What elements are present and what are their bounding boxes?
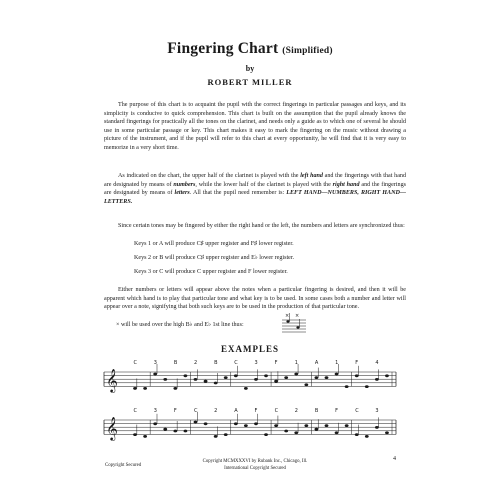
key-row-2: Keys 2 or B will produce C♯ upper register and E♭ lower register. [134, 255, 295, 261]
note-head [304, 424, 308, 427]
footnote-text: × will be used over the high B♭ and E♭ 1st line thus: [116, 322, 244, 328]
fingering-label: 2 [294, 408, 298, 414]
note-head [234, 374, 238, 377]
note-head [214, 382, 218, 385]
fingering-label: B [173, 360, 178, 366]
note-head [315, 428, 319, 431]
p2-text-g: and the fingerings are designated by means of [104, 181, 406, 196]
fingering-label: F [355, 360, 359, 366]
note-head [244, 424, 248, 427]
p2-left-hand: left hand [300, 173, 323, 179]
note-head [153, 422, 157, 425]
note-head [244, 387, 248, 390]
note-head [274, 424, 278, 427]
byline: by [245, 64, 255, 73]
treble-clef-icon: 𝄞 [106, 368, 118, 392]
note-head [274, 380, 278, 383]
note-head [325, 376, 329, 379]
note-head [224, 433, 228, 436]
svg-text:×: × [285, 313, 290, 319]
fingering-label: F [335, 408, 338, 414]
note-head [335, 431, 339, 434]
key-row-3: Keys 3 or C will produce C upper register and F lower register. [134, 269, 288, 275]
fingering-label: A [234, 408, 238, 414]
paragraph-notation: Either numbers or letters will appear above the notes when a particular fingering is desired, and then it will be apparent which hand is to play that particular tone and what key is to be used. In some cases both a number and letter will appear over a note, signifying that both such keys are to be used in the production of that particular tone. [104, 287, 406, 310]
page-number: 4 [393, 456, 396, 462]
fingering-label: 1 [335, 360, 339, 366]
fingering-label: 2 [214, 408, 218, 414]
fingering-label: C [133, 408, 138, 414]
p2-text-i: . All that the pupil need remember is: [189, 190, 287, 196]
note-head [264, 374, 268, 377]
note-head [204, 422, 208, 425]
note-head [214, 435, 218, 438]
p2-text-a: As indicated on the chart, the upper half of the clarinet is played with the [118, 173, 301, 179]
copyright-line-1: Copyright MCMXXXVI by Rubank Inc., Chicago, Ill. [202, 459, 308, 464]
note-head [345, 385, 349, 388]
fingering-label: 3 [375, 408, 379, 414]
note-head [153, 373, 157, 376]
fingering-label: B [214, 360, 218, 366]
note-head [143, 387, 147, 390]
svg-text:×: × [295, 313, 300, 319]
example-staff-2 [100, 404, 400, 448]
title-sub: (Simplified) [282, 46, 333, 56]
p2-letters: letters [174, 190, 190, 196]
note-head [234, 422, 238, 425]
note-head [163, 428, 167, 431]
copyright-notice [160, 458, 350, 472]
note-head [315, 376, 319, 379]
note-head [304, 383, 308, 386]
note-head [375, 378, 379, 381]
fingering-label: 3 [153, 408, 157, 414]
fingering-label: C [355, 408, 359, 414]
copyright-line-2: International Copyright Secured [224, 466, 286, 471]
fingering-label: F [173, 408, 177, 414]
title-main: Fingering Chart [167, 40, 279, 57]
note-head [355, 433, 359, 436]
page-title [0, 40, 500, 58]
note-head [143, 435, 147, 438]
copyright-secured: Copyright Secured [105, 463, 142, 468]
note-head [264, 433, 268, 436]
fingering-label: C [133, 360, 138, 366]
note-head [254, 378, 258, 381]
note-head [365, 435, 369, 438]
fingering-label: B [314, 408, 319, 414]
note-head [294, 431, 298, 434]
note-head [355, 374, 359, 377]
fingering-label: 4 [375, 360, 379, 366]
fingering-label: C [274, 408, 279, 414]
note-head [163, 378, 167, 381]
note-head [284, 376, 288, 379]
note-head [294, 373, 298, 376]
paragraph-purpose: The purpose of this chart is to acquaint the pupil with the correct fingerings in particular passages and keys, and its simplicity is conducive to quick comprehension. This chart is built on the assumption that the pupil already knows the standard fingerings for practically all the tones on the clarinet, and needs only a guide as to which one of several he should use in some particular passage or key. This chart makes it easy to mark the fingering on the music without drawing a picture of the instrument, and if the pupil will refer to this chart at every opportunity, he will find that it is very easy to memorize in a very short time. [104, 102, 406, 151]
note-head [335, 373, 339, 376]
fingering-label: 2 [194, 360, 198, 366]
note-head [365, 385, 369, 388]
note-head [345, 424, 349, 427]
fingering-label: F [274, 360, 278, 366]
note-head [325, 424, 329, 427]
treble-clef-icon: 𝄞 [106, 416, 118, 440]
note-head [194, 378, 198, 381]
note-head [224, 376, 228, 379]
p2-right-hand: right hand [332, 181, 360, 188]
note-head [385, 374, 389, 377]
note-head [184, 374, 188, 377]
note-head [173, 387, 177, 390]
p2-text-c: and the fingerings with that hand are designated by means of [104, 173, 407, 188]
paragraph-hands [104, 172, 406, 206]
examples-heading: EXAMPLES [220, 344, 279, 354]
note-head [184, 430, 188, 433]
note-head [284, 430, 288, 433]
note-head [385, 431, 389, 434]
p2-numbers: numbers [173, 181, 196, 188]
fingering-label: 3 [254, 360, 258, 366]
p2-summary: LEFT HAND—NUMBERS, RIGHT HAND—LETTERS. [104, 190, 406, 205]
p2-text-e: , while the lower half of the clarinet is played with the [195, 181, 333, 188]
footnote-notation-icon [282, 312, 306, 334]
fingering-label: C [234, 360, 238, 366]
fingering-label: A [314, 360, 319, 366]
example-staff-1 [100, 356, 400, 400]
fingering-label: F [254, 408, 258, 414]
paragraph-synchronized: Since certain tones may be fingered by either the right hand or the left, the numbers and letters are synchronized thus: [118, 223, 405, 229]
fingering-label: C [194, 408, 198, 414]
note-head [133, 387, 137, 390]
fingering-label: 1 [294, 360, 298, 366]
note-head [254, 422, 258, 425]
key-row-1: Keys 1 or A will produce C♯ upper register and F♯ lower register. [134, 241, 294, 247]
note-head [375, 426, 379, 429]
fingering-label: 3 [153, 360, 157, 366]
note-head [133, 433, 137, 436]
note-head [194, 421, 198, 424]
note-head [173, 430, 177, 433]
note-head [204, 380, 208, 383]
author-name: ROBERT MILLER [207, 77, 293, 87]
